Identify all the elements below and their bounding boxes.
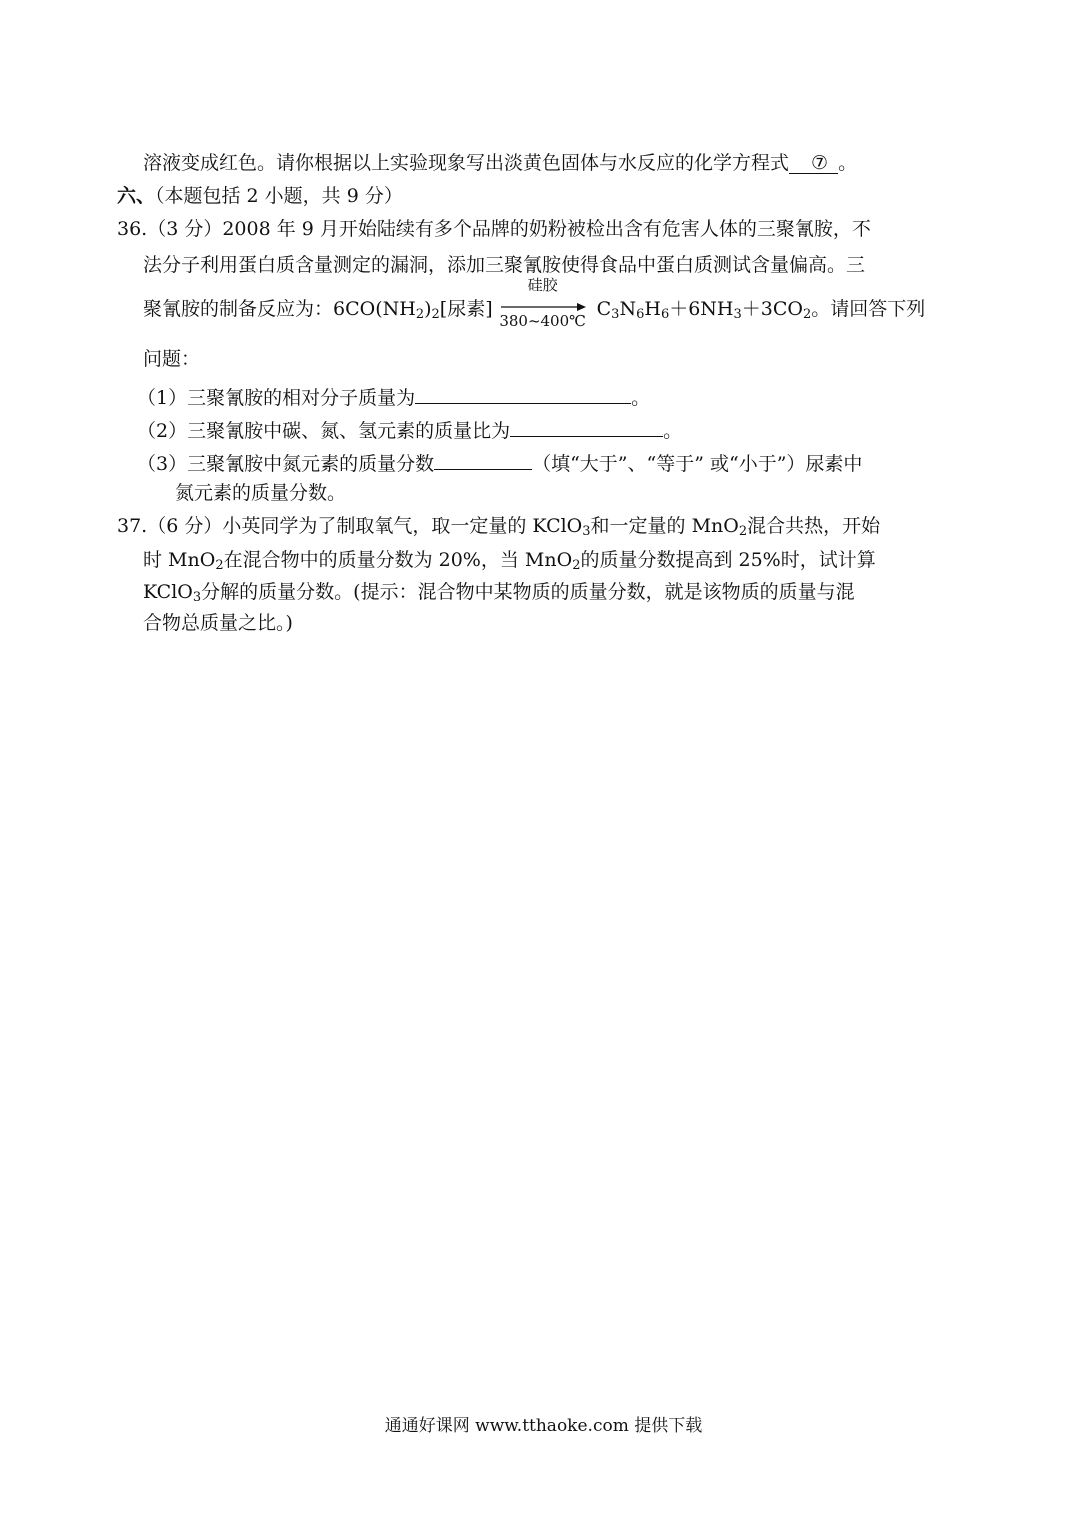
q37-line-1: 37.（6 分）小英同学为了制取氧气，取一定量的 KClO$_3$和一定量的 MnO$_2$混合共热，开始 (117, 515, 881, 539)
answer-blank-sub3 (434, 451, 532, 470)
q36-reaction-line: 聚氰胺的制备反应为：$6CO(NH_2)_2$[尿素] 硅胶 380~400℃ $C_3N_6H_6+6NH_3+3CO_2$。请回答下列 (143, 276, 926, 330)
q36-line-1: 36.（3 分）2008 年 9 月开始陆续有多个品牌的奶粉被检出含有危害人体的三聚氰胺，不 (117, 218, 871, 240)
q36-sub-1: （1）三聚氰胺的相对分子质量为 。 (137, 387, 651, 409)
q36-sub-2: （2）三聚氰胺中碳、氮、氢元素的质量比为 。 (137, 420, 683, 442)
section-heading (117, 187, 403, 206)
q37-line-3: KClO$_3$分解的质量分数。(提示：混合物中某物质的质量分数，就是该物质的质量与混 (143, 581, 855, 605)
q36-line-2: 法分子利用蛋白质含量测定的漏洞，添加三聚氰胺使得食品中蛋白质测试含量偏高。三 (143, 254, 866, 276)
section-title: 六、 (117, 185, 156, 207)
answer-blank-7: ⑦ (789, 154, 838, 174)
q37-line-4: 合物总质量之比。) (143, 612, 293, 634)
page-footer: 通通好课网 www.tthaoke.com 提供下载 (384, 1416, 703, 1436)
q36-line-4: 问题： (143, 348, 201, 370)
reaction-arrow (499, 276, 587, 330)
q36-sub-3-cont: 氮元素的质量分数。 (175, 482, 347, 504)
q37-line-2: 时 MnO$_2$在混合物中的质量分数为 20%，当 MnO$_2$的质量分数提高到 25%时，试计算 (143, 549, 876, 573)
prev-question-tail: 溶液变成红色。请你根据以上实验现象写出淡黄色固体与水反应的化学方程式 ⑦ 。 (143, 152, 858, 174)
temperature-label: 380~400℃ (499, 312, 586, 330)
answer-blank-sub1 (415, 385, 631, 404)
q36-sub-3: （3）三聚氰胺中氮元素的质量分数 （填“大于”、“等于” 或“小于”）尿素中 (137, 453, 863, 475)
arrow-icon (499, 302, 587, 312)
answer-blank-sub2 (510, 418, 663, 437)
catalyst-label: 硅胶 (527, 276, 558, 294)
section-note: （本题包括 2 小题，共 9 分） (155, 185, 403, 207)
